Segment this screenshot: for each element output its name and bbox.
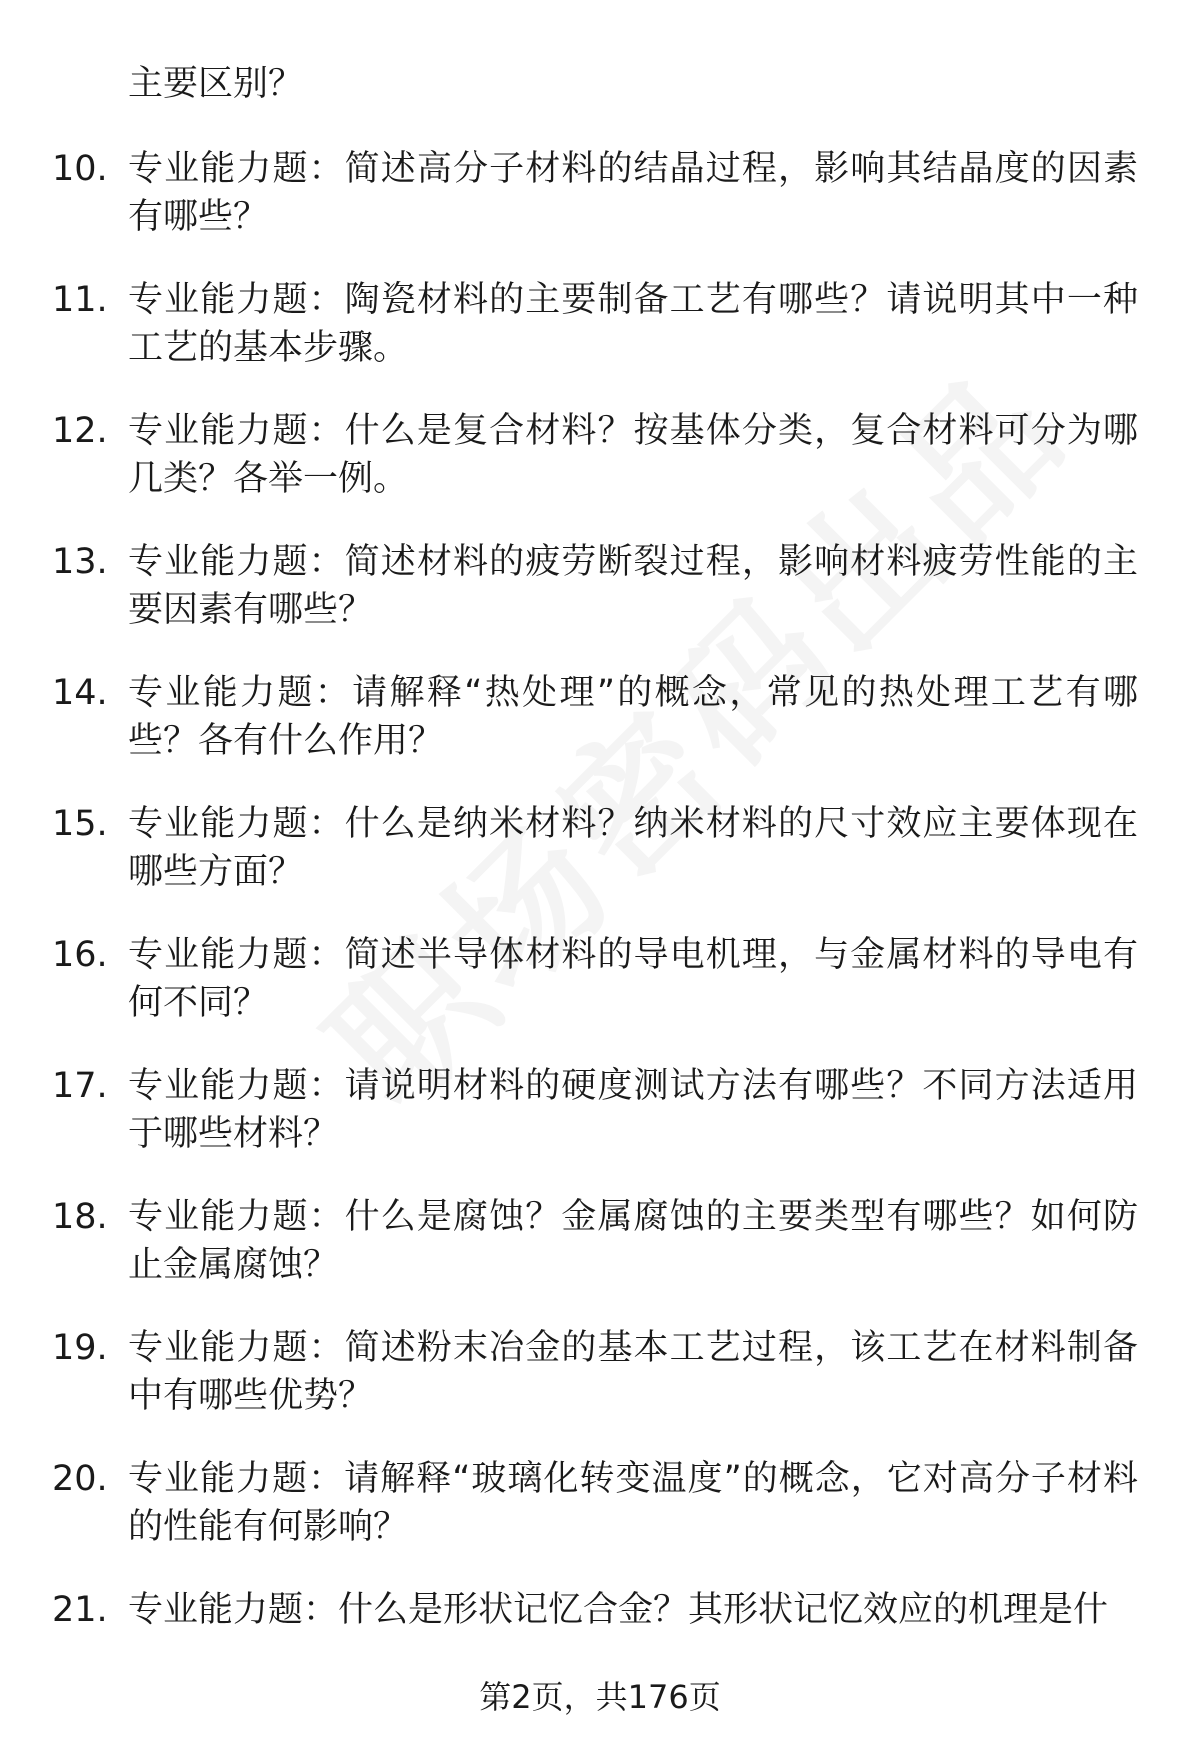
question-text: 专业能力题：简述高分子材料的结晶过程，影响其结晶度的因素有哪些？ [128, 149, 1138, 237]
question-number: 21. [52, 1590, 108, 1630]
question-item [0, 931, 1200, 1062]
question-text: 专业能力题：请解释“热处理”的概念，常见的热处理工艺有哪些？各有什么作用？ [128, 673, 1138, 761]
question-item [0, 276, 1200, 407]
question-item [0, 800, 1200, 931]
question-item [0, 145, 1200, 276]
question-number: 14. [52, 673, 108, 713]
question-item [0, 1455, 1200, 1586]
question-number: 20. [52, 1459, 108, 1499]
question-number: 13. [52, 542, 108, 582]
question-item [0, 1193, 1200, 1324]
question-text: 专业能力题：什么是纳米材料？纳米材料的尺寸效应主要体现在哪些方面？ [128, 804, 1138, 892]
question-number: 10. [52, 149, 108, 189]
question-text: 专业能力题：请解释“玻璃化转变温度”的概念，它对高分子材料的性能有何影响？ [128, 1459, 1138, 1547]
question-text: 专业能力题：简述粉末冶金的基本工艺过程，该工艺在材料制备中有哪些优势？ [128, 1328, 1138, 1416]
question-number: 15. [52, 804, 108, 844]
question-number: 11. [52, 280, 108, 320]
question-text: 专业能力题：什么是复合材料？按基体分类，复合材料可分为哪几类？各举一例。 [128, 411, 1138, 499]
question-item [0, 669, 1200, 800]
question-list [0, 145, 1200, 1717]
question-text: 专业能力题：什么是腐蚀？金属腐蚀的主要类型有哪些？如何防止金属腐蚀？ [128, 1197, 1138, 1285]
question-text: 专业能力题：简述材料的疲劳断裂过程，影响材料疲劳性能的主要因素有哪些？ [128, 542, 1138, 630]
question-number: 12. [52, 411, 108, 451]
question-item [0, 407, 1200, 538]
continuation-text: 主要区别？ [128, 64, 304, 104]
question-number: 17. [52, 1066, 108, 1106]
question-item [0, 1324, 1200, 1455]
question-item [0, 1062, 1200, 1193]
question-number: 19. [52, 1328, 108, 1368]
question-text: 专业能力题：简述半导体材料的导电机理，与金属材料的导电有何不同？ [128, 935, 1138, 1023]
question-text: 专业能力题：陶瓷材料的主要制备工艺有哪些？请说明其中一种工艺的基本步骤。 [128, 280, 1138, 368]
question-item [0, 538, 1200, 669]
page-footer: 第2页，共176页 [479, 1678, 721, 1716]
question-number: 18. [52, 1197, 108, 1237]
question-text: 专业能力题：请说明材料的硬度测试方法有哪些？不同方法适用于哪些材料？ [128, 1066, 1138, 1154]
question-number: 16. [52, 935, 108, 975]
question-text: 专业能力题：什么是形状记忆合金？其形状记忆效应的机理是什 [128, 1590, 1109, 1630]
